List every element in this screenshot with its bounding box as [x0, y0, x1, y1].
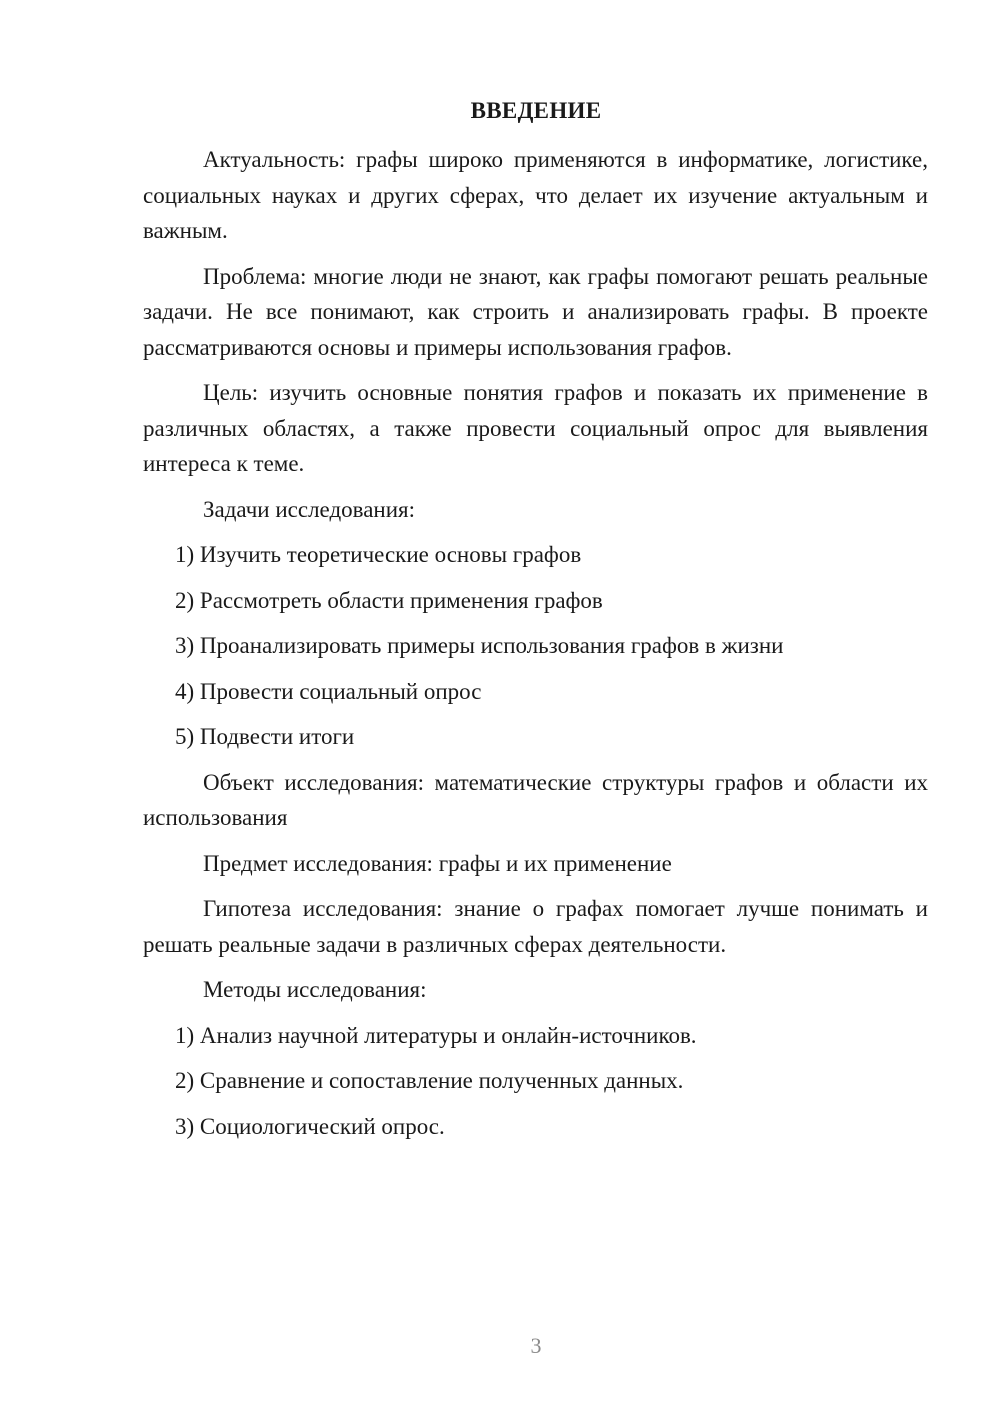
hypothesis-paragraph: Гипотеза исследования: знание о графах помогает лучше понимать и решать реальные задачи в различных сферах деятельности. — [143, 896, 928, 957]
list-item: 5) Подвести итоги — [175, 724, 355, 749]
page-number: 3 — [530, 1333, 542, 1358]
list-item: 1) Анализ научной литературы и онлайн-источников. — [175, 1022, 697, 1048]
list-item: 4) Провести социальный опрос — [175, 678, 482, 704]
methods-list — [143, 1018, 928, 1145]
tasks-list — [143, 537, 928, 755]
methods-heading: Методы исследования: — [203, 977, 427, 1002]
problem-paragraph: Проблема: многие люди не знают, как графы помогают решать реальные задачи. Не все понимают, как строить и анализировать графы. В проекте рассматриваются основы и примеры использования графов. — [143, 263, 928, 360]
object-paragraph: Объект исследования: математические структуры графов и области их использования — [143, 769, 928, 830]
list-item: 1) Изучить теоретические основы графов — [175, 542, 582, 567]
subject-paragraph: Предмет исследования: графы и их применение — [203, 850, 672, 876]
goal-paragraph: Цель: изучить основные понятия графов и показать их применение в различных областях, а также провести социальный опрос для выявления интереса к теме. — [143, 380, 928, 476]
list-item: 2) Сравнение и сопоставление полученных данных. — [175, 1068, 684, 1093]
tasks-heading: Задачи исследования: — [203, 496, 416, 522]
list-item: 3) Социологический опрос. — [175, 1113, 445, 1139]
list-item: 2) Рассмотреть области применения графов — [175, 587, 603, 613]
list-item: 3) Проанализировать примеры использования графов в жизни — [175, 633, 784, 658]
section-title: ВВЕДЕНИЕ — [470, 98, 602, 123]
relevance-paragraph: Актуальность: графы широко применяются в информатике, логистике, социальных науках и других сферах, что делает их изучение актуальным и важным. — [143, 147, 928, 243]
section-body — [143, 142, 928, 1154]
